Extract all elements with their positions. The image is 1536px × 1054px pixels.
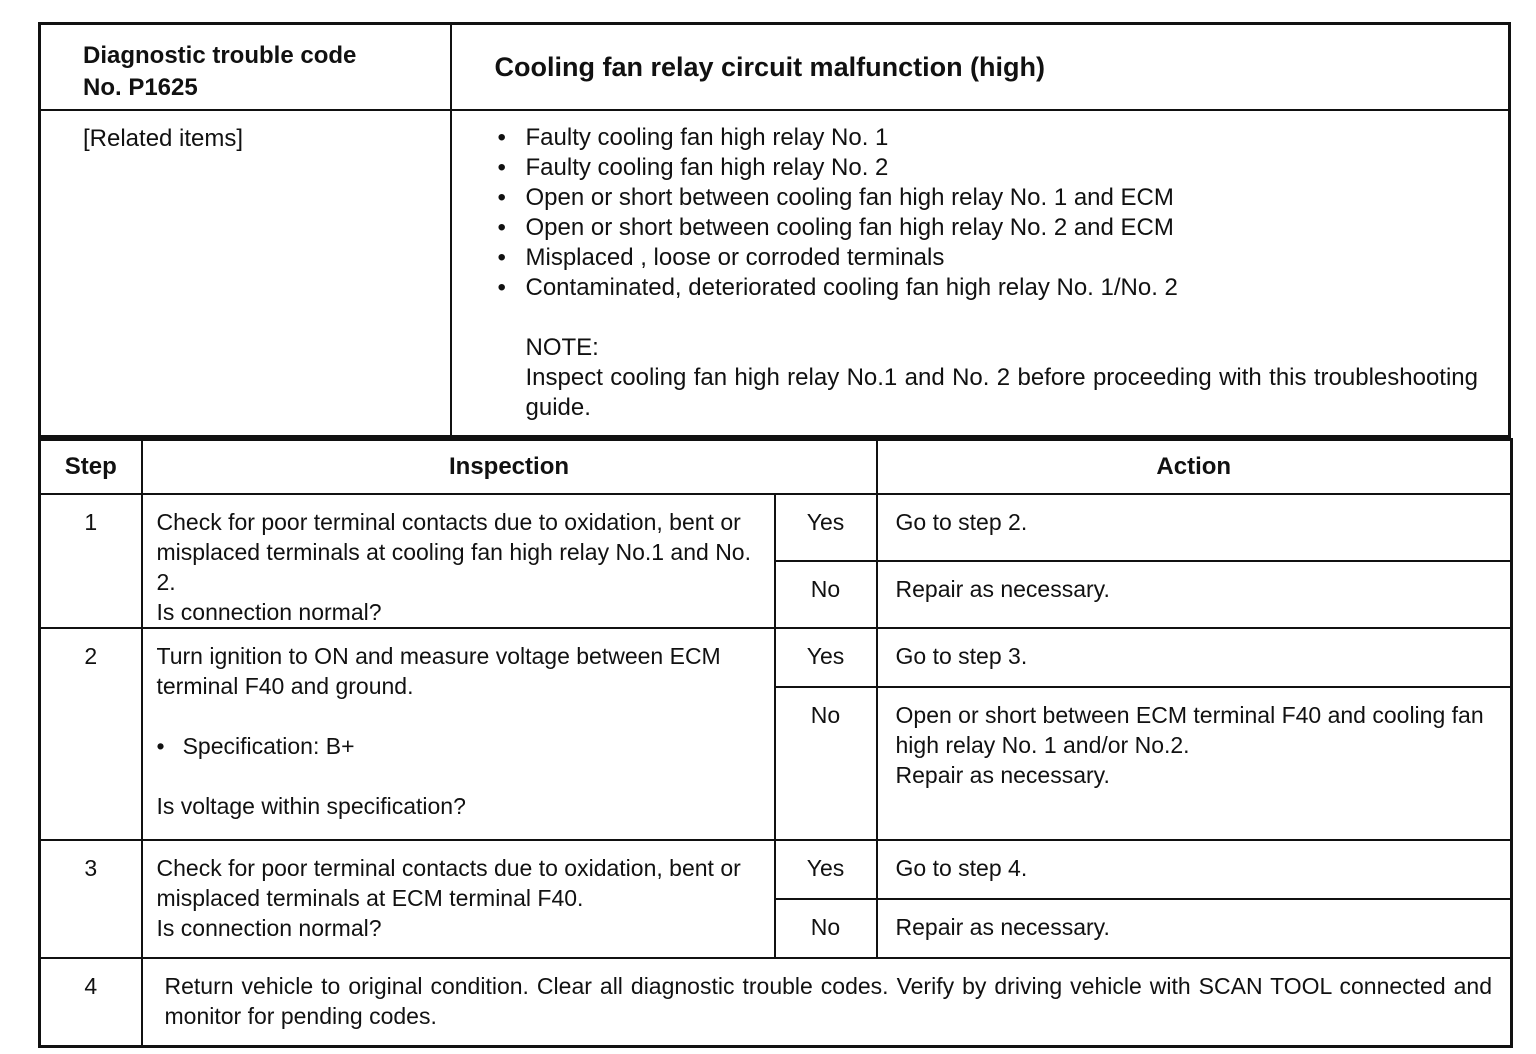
no-action: Repair as necessary. [877,899,1512,958]
inspection-text: Turn ignition to ON and measure voltage between ECM terminal F40 and ground. [156,643,721,699]
related-item: • Faulty cooling fan high relay No. 2 [496,153,1479,183]
yes-action: Go to step 2. [877,494,1512,561]
no-label: No [775,687,877,840]
related-item: • Open or short between cooling fan high relay No. 2 and ECM [496,213,1479,243]
note-label: NOTE: [525,334,599,361]
note-text: Inspect cooling fan high relay No.1 and No. 2 before proceeding with this troubleshooting guide. [525,364,1478,421]
dtc-header-table [38,22,1511,438]
step-number: 4 [40,958,142,1047]
related-item: • Open or short between cooling fan high relay No. 1 and ECM [496,183,1479,213]
dtc-title: Cooling fan relay circuit malfunction (high) [451,24,1510,111]
yes-label: Yes [775,840,877,899]
specification-line [157,731,760,761]
related-item: • Misplaced , loose or corroded terminals [496,243,1479,273]
related-items-list [496,123,1479,303]
inspection-question: Is connection normal? [156,915,382,941]
inspection-question: Is voltage within specification? [156,793,466,819]
step-3-yes-row [40,840,1512,899]
no-action-line2: Repair as necessary. [895,762,1110,788]
step-1-yes-row [40,494,1512,561]
related-item: • Contaminated, deteriorated cooling fan high relay No. 1/No. 2 [496,273,1479,303]
inspection-text: Check for poor terminal contacts due to oxidation, bent or misplaced terminals at cooling fan high relay No.1 and No. 2. [156,509,751,595]
dtc-code-number: No. P1625 [83,74,198,101]
no-action [877,687,1512,840]
related-item: • Faulty cooling fan high relay No. 1 [496,123,1479,153]
yes-action: Go to step 4. [877,840,1512,899]
troubleshooting-steps-table [38,438,1513,1048]
step-inspection [142,494,775,628]
related-items-cell [451,110,1510,437]
yes-label: Yes [775,494,877,561]
step-4-row [40,958,1512,1047]
steps-header-row [40,440,1512,495]
step-final-text: Return vehicle to original condition. Clear all diagnostic trouble codes. Verify by driving vehicle with SCAN TOOL connected and monitor for pending codes. [142,958,1512,1047]
inspection-text: Check for poor terminal contacts due to oxidation, bent or misplaced terminals at ECM terminal F40. [156,855,741,911]
step-inspection [142,628,775,840]
step-number: 2 [40,628,142,840]
yes-action: Go to step 3. [877,628,1512,687]
bullet-icon: • [156,733,165,759]
dtc-code-label [40,24,451,111]
related-items-label: [Related items] [40,110,451,437]
header-step: Step [40,440,142,495]
dtc-related-row [40,110,1510,437]
note-block [526,333,1479,423]
step-2-yes-row [40,628,1512,687]
specification-text: Specification: B+ [182,733,355,759]
no-action-line1: Open or short between ECM terminal F40 and cooling fan high relay No. 1 and/or No.2. [895,702,1484,758]
no-action: Repair as necessary. [877,561,1512,628]
step-number: 3 [40,840,142,958]
yes-label: Yes [775,628,877,687]
step-number: 1 [40,494,142,628]
dtc-code-row [40,24,1510,111]
dtc-code-label-line1: Diagnostic trouble code [83,42,357,69]
inspection-question: Is connection normal? [156,599,382,625]
step-inspection [142,840,775,958]
spacer [157,761,760,791]
no-label: No [775,899,877,958]
header-inspection: Inspection [142,440,877,495]
header-action: Action [877,440,1512,495]
no-label: No [775,561,877,628]
